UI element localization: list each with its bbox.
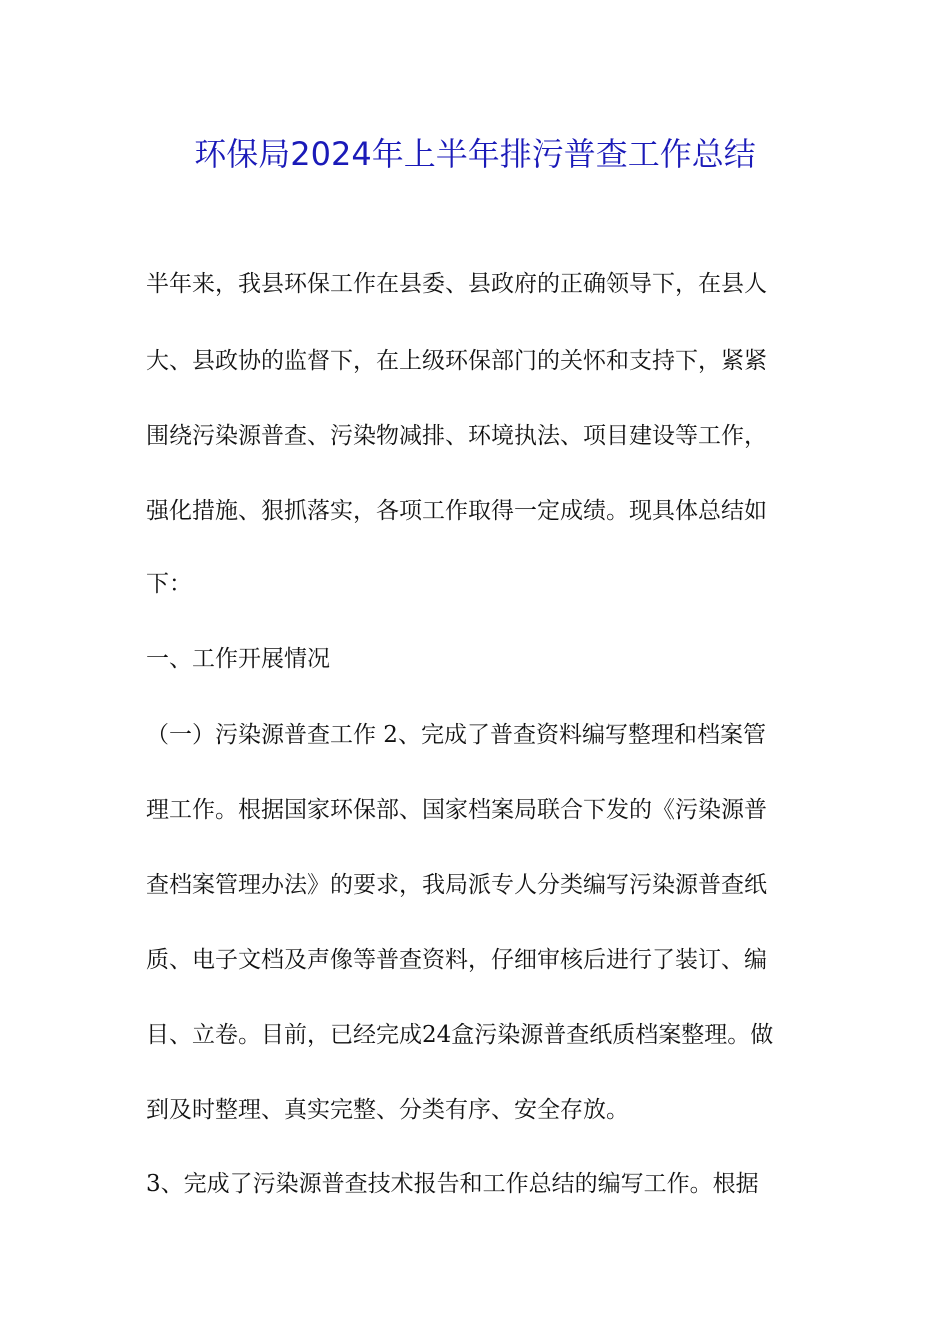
body-line-2: 大、县政协的监督下，在上级环保部门的关怀和支持下，紧紧	[146, 348, 767, 374]
body-line-1: 半年来，我县环保工作在县委、县政府的正确领导下，在县人	[146, 271, 767, 297]
body-line-13: 3、完成了污染源普查技术报告和工作总结的编写工作。根据	[146, 1171, 759, 1197]
body-line-3: 围绕污染源普查、污染物减排、环境执法、项目建设等工作，	[146, 423, 767, 449]
body-line-8: 理工作。根据国家环保部、国家档案局联合下发的《污染源普	[146, 797, 767, 823]
body-line-10: 质、电子文档及声像等普查资料，仔细审核后进行了装订、编	[146, 947, 767, 973]
document-title: 环保局2024年上半年排污普查工作总结	[194, 135, 756, 173]
body-line-4: 强化措施、狠抓落实，各项工作取得一定成绩。现具体总结如	[146, 498, 767, 524]
body-line-11: 目、立卷。目前，已经完成24盒污染源普查纸质档案整理。做	[146, 1022, 774, 1048]
body-line-12: 到及时整理、真实完整、分类有序、安全存放。	[146, 1097, 629, 1123]
body-line-9: 查档案管理办法》的要求，我局派专人分类编写污染源普查纸	[146, 872, 767, 898]
body-line-7: （一）污染源普查工作 2、完成了普查资料编写整理和档案管	[146, 722, 766, 748]
section-heading: 一、工作开展情况	[146, 646, 330, 672]
body-line-5: 下：	[146, 571, 192, 597]
